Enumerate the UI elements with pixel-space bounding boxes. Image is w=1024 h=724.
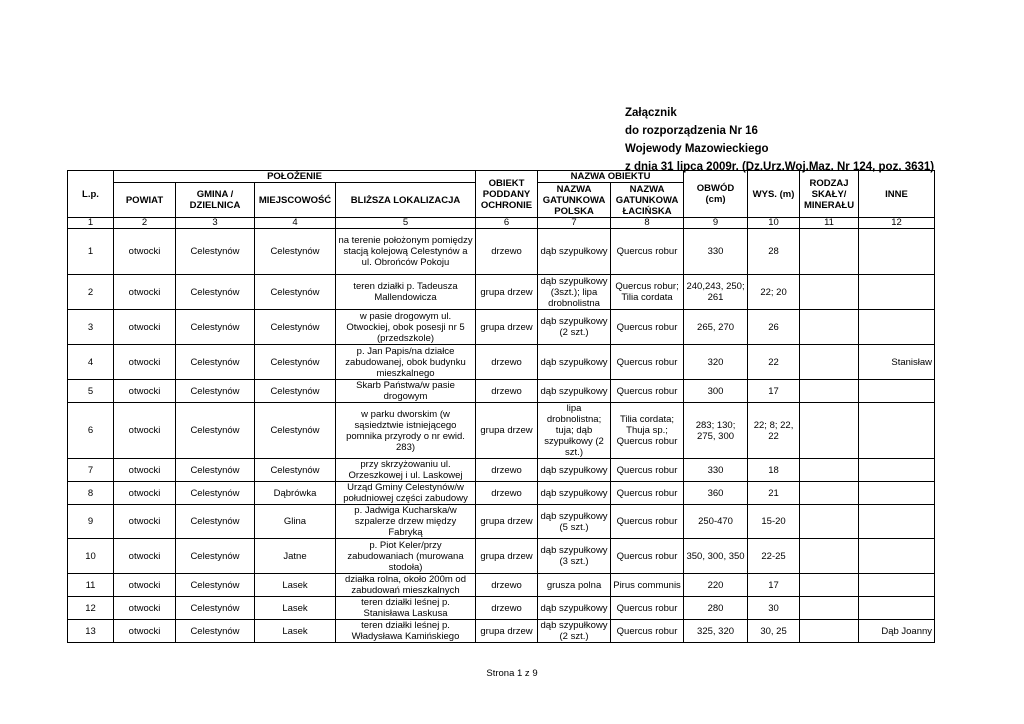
row-lp: 4 [68,345,114,380]
header-group-polozenie: POŁOŻENIE [114,171,476,183]
row-nazwa-lacinska: Quercus robur [611,597,684,620]
row-lokalizacja: p. Piot Keler/przy zabudowaniach (murowana stodoła) [336,539,476,574]
row-lp: 5 [68,380,114,403]
row-miejscowosc: Lasek [255,574,336,597]
row-wys: 30 [748,597,800,620]
row-miejscowosc: Jatne [255,539,336,574]
row-obiekt: drzewo [476,229,538,275]
row-miejscowosc: Lasek [255,620,336,643]
row-nazwa-polska: lipa drobnolistna; tuja; dąb szypułkowy (2 szt.) [538,403,611,459]
attachment-header [625,104,934,176]
row-miejscowosc: Celestynów [255,310,336,345]
row-obwod: 240,243, 250; 261 [684,275,748,310]
row-powiat: otwocki [114,505,176,539]
row-skala [800,574,859,597]
column-number: 8 [611,218,684,229]
header-inne: INNE [859,171,935,218]
row-obiekt: grupa drzew [476,310,538,345]
row-obiekt: drzewo [476,597,538,620]
row-skala [800,505,859,539]
row-nazwa-lacinska: Quercus robur [611,482,684,505]
row-nazwa-lacinska: Quercus robur [611,380,684,403]
row-lp: 2 [68,275,114,310]
row-miejscowosc: Celestynów [255,345,336,380]
row-skala [800,620,859,643]
row-skala [800,380,859,403]
row-skala [800,345,859,380]
row-lp: 11 [68,574,114,597]
row-nazwa-polska: dąb szypułkowy [538,229,611,275]
header-line-3: Wojewody Mazowieckiego [625,143,769,155]
row-obiekt: drzewo [476,380,538,403]
row-nazwa-lacinska: Quercus robur; Tilia cordata [611,275,684,310]
row-powiat: otwocki [114,403,176,459]
row-inne [859,505,935,539]
header-nazwa-lacinska: NAZWA GATUNKOWA ŁACIŃSKA [611,183,684,218]
header-group-nazwa: NAZWA OBIEKTU [538,171,684,183]
header-powiat: POWIAT [114,183,176,218]
row-gmina: Celestynów [176,574,255,597]
row-powiat: otwocki [114,229,176,275]
row-lokalizacja: działka rolna, około 200m od zabudowań mieszkalnych [336,574,476,597]
row-wys: 21 [748,482,800,505]
row-powiat: otwocki [114,597,176,620]
row-powiat: otwocki [114,380,176,403]
row-lp: 13 [68,620,114,643]
row-inne [859,597,935,620]
row-nazwa-polska: dąb szypułkowy (5 szt.) [538,505,611,539]
row-lp: 10 [68,539,114,574]
row-obiekt: drzewo [476,482,538,505]
row-skala [800,229,859,275]
column-number: 2 [114,218,176,229]
header-line-2: do rozporządzenia Nr 16 [625,125,758,137]
row-obwod: 330 [684,459,748,482]
row-miejscowosc: Dąbrówka [255,482,336,505]
row-lokalizacja: w pasie drogowym ul. Otwockiej, obok posesji nr 5 (przedszkole) [336,310,476,345]
table-row [68,482,935,505]
header-wys: WYS. (m) [748,171,800,218]
table-row [68,229,935,275]
row-nazwa-polska: dąb szypułkowy [538,380,611,403]
table-row [68,345,935,380]
column-number: 1 [68,218,114,229]
header-obwod: OBWÓD (cm) [684,171,748,218]
row-lokalizacja: przy skrzyżowaniu ul. Orzeszkowej i ul. Laskowej [336,459,476,482]
row-nazwa-polska: dąb szypułkowy [538,459,611,482]
row-powiat: otwocki [114,620,176,643]
column-number: 9 [684,218,748,229]
row-obwod: 220 [684,574,748,597]
row-powiat: otwocki [114,345,176,380]
row-wys: 22; 8; 22, 22 [748,403,800,459]
row-gmina: Celestynów [176,380,255,403]
column-number: 7 [538,218,611,229]
row-wys: 17 [748,380,800,403]
table-row [68,597,935,620]
table-row [68,574,935,597]
row-nazwa-polska: dąb szypułkowy [538,345,611,380]
row-wys: 22 [748,345,800,380]
row-obiekt: drzewo [476,345,538,380]
column-number-row [68,218,935,229]
row-skala [800,310,859,345]
header-skala: RODZAJ SKAŁY/ MINERAŁU [800,171,859,218]
row-gmina: Celestynów [176,310,255,345]
row-nazwa-polska: dąb szypułkowy (2 szt.) [538,310,611,345]
table-row [68,403,935,459]
row-skala [800,482,859,505]
table-row [68,380,935,403]
table-body [68,229,935,643]
row-obwod: 250-470 [684,505,748,539]
row-gmina: Celestynów [176,482,255,505]
header-nazwa-polska: NAZWA GATUNKOWA POLSKA [538,183,611,218]
row-obwod: 325, 320 [684,620,748,643]
row-inne [859,539,935,574]
page-number: Strona 1 z 9 [486,668,538,679]
row-lokalizacja: teren działki p. Tadeusza Mallendowicza [336,275,476,310]
monuments-table [67,170,935,643]
row-obwod: 360 [684,482,748,505]
row-powiat: otwocki [114,539,176,574]
row-gmina: Celestynów [176,345,255,380]
row-nazwa-lacinska: Quercus robur [611,505,684,539]
column-number: 12 [859,218,935,229]
row-obiekt: grupa drzew [476,275,538,310]
row-lp: 12 [68,597,114,620]
column-number: 10 [748,218,800,229]
column-number: 11 [800,218,859,229]
row-obiekt: grupa drzew [476,539,538,574]
row-lokalizacja: na terenie położonym pomiędzy stacją kolejową Celestynów a ul. Obrońców Pokoju [336,229,476,275]
row-nazwa-polska: dąb szypułkowy (3szt.); lipa drobnolistna [538,275,611,310]
column-number: 6 [476,218,538,229]
row-wys: 18 [748,459,800,482]
row-inne: Dąb Joanny [859,620,935,643]
column-number: 4 [255,218,336,229]
row-skala [800,403,859,459]
row-miejscowosc: Celestynów [255,459,336,482]
row-nazwa-polska: dąb szypułkowy [538,597,611,620]
row-miejscowosc: Celestynów [255,403,336,459]
table-row [68,505,935,539]
row-skala [800,539,859,574]
header-line-1: Załącznik [625,107,677,119]
header-miejscowosc: MIEJSCOWOŚĆ [255,183,336,218]
row-nazwa-lacinska: Quercus robur [611,459,684,482]
row-gmina: Celestynów [176,229,255,275]
row-lokalizacja: teren działki leśnej p. Władysława Kamińskiego [336,620,476,643]
header-lp: L.p. [68,171,114,218]
row-obwod: 330 [684,229,748,275]
row-lokalizacja: p. Jadwiga Kucharska/w szpalerze drzew między Fabryką [336,505,476,539]
row-gmina: Celestynów [176,403,255,459]
row-lokalizacja: Skarb Państwa/w pasie drogowym [336,380,476,403]
row-lp: 8 [68,482,114,505]
table-row [68,539,935,574]
row-miejscowosc: Celestynów [255,275,336,310]
row-obwod: 280 [684,597,748,620]
row-lokalizacja: Urząd Gminy Celestynów/w południowej części zabudowy [336,482,476,505]
row-nazwa-polska: dąb szypułkowy (3 szt.) [538,539,611,574]
row-nazwa-polska: dąb szypułkowy (2 szt.) [538,620,611,643]
row-obwod: 265, 270 [684,310,748,345]
row-wys: 30, 25 [748,620,800,643]
header-obiekt: OBIEKT PODDANY OCHRONIE [476,171,538,218]
row-obiekt: grupa drzew [476,620,538,643]
row-miejscowosc: Celestynów [255,380,336,403]
row-miejscowosc: Celestynów [255,229,336,275]
row-nazwa-lacinska: Quercus robur [611,620,684,643]
row-gmina: Celestynów [176,505,255,539]
row-powiat: otwocki [114,459,176,482]
row-obiekt: grupa drzew [476,403,538,459]
row-lp: 9 [68,505,114,539]
row-lp: 7 [68,459,114,482]
row-wys: 28 [748,229,800,275]
row-obwod: 350, 300, 350 [684,539,748,574]
row-lp: 1 [68,229,114,275]
header-gmina: GMINA / DZIELNICA [176,183,255,218]
row-skala [800,597,859,620]
row-wys: 22-25 [748,539,800,574]
row-nazwa-lacinska: Quercus robur [611,310,684,345]
row-gmina: Celestynów [176,620,255,643]
row-inne [859,574,935,597]
column-number: 5 [336,218,476,229]
row-powiat: otwocki [114,482,176,505]
row-nazwa-lacinska: Quercus robur [611,345,684,380]
row-obwod: 300 [684,380,748,403]
row-nazwa-lacinska: Tilia cordata; Thuja sp.; Quercus robur [611,403,684,459]
row-wys: 17 [748,574,800,597]
row-powiat: otwocki [114,310,176,345]
row-powiat: otwocki [114,574,176,597]
row-powiat: otwocki [114,275,176,310]
row-inne [859,380,935,403]
row-lokalizacja: w parku dworskim (w sąsiedztwie istniejącego pomnika przyrody o nr ewid. 283) [336,403,476,459]
column-number: 3 [176,218,255,229]
table-row [68,620,935,643]
row-wys: 26 [748,310,800,345]
row-inne [859,275,935,310]
row-nazwa-polska: grusza polna [538,574,611,597]
row-nazwa-lacinska: Pirus communis [611,574,684,597]
row-obiekt: drzewo [476,574,538,597]
row-nazwa-lacinska: Quercus robur [611,539,684,574]
row-wys: 22; 20 [748,275,800,310]
row-lokalizacja: p. Jan Papis/na działce zabudowanej, obok budynku mieszkalnego [336,345,476,380]
table-row [68,459,935,482]
row-inne [859,310,935,345]
header-lokalizacja: BLIŻSZA LOKALIZACJA [336,183,476,218]
row-wys: 15-20 [748,505,800,539]
row-lokalizacja: teren działki leśnej p. Stanisława Laskusa [336,597,476,620]
row-obwod: 320 [684,345,748,380]
row-inne [859,459,935,482]
row-inne: Stanisław [859,345,935,380]
table-row [68,310,935,345]
row-inne [859,403,935,459]
row-obwod: 283; 130; 275, 300 [684,403,748,459]
row-gmina: Celestynów [176,275,255,310]
row-skala [800,459,859,482]
row-nazwa-lacinska: Quercus robur [611,229,684,275]
row-lp: 3 [68,310,114,345]
row-miejscowosc: Lasek [255,597,336,620]
row-miejscowosc: Glina [255,505,336,539]
row-gmina: Celestynów [176,539,255,574]
table-row [68,275,935,310]
row-gmina: Celestynów [176,459,255,482]
row-obiekt: drzewo [476,459,538,482]
row-skala [800,275,859,310]
row-inne [859,482,935,505]
row-lp: 6 [68,403,114,459]
row-obiekt: grupa drzew [476,505,538,539]
row-gmina: Celestynów [176,597,255,620]
row-nazwa-polska: dąb szypułkowy [538,482,611,505]
header-line-4: z dnia 31 lipca 2009r. (Dz.Urz.Woj.Maz. Nr 124, poz. 3631) [625,161,935,173]
row-inne [859,229,935,275]
